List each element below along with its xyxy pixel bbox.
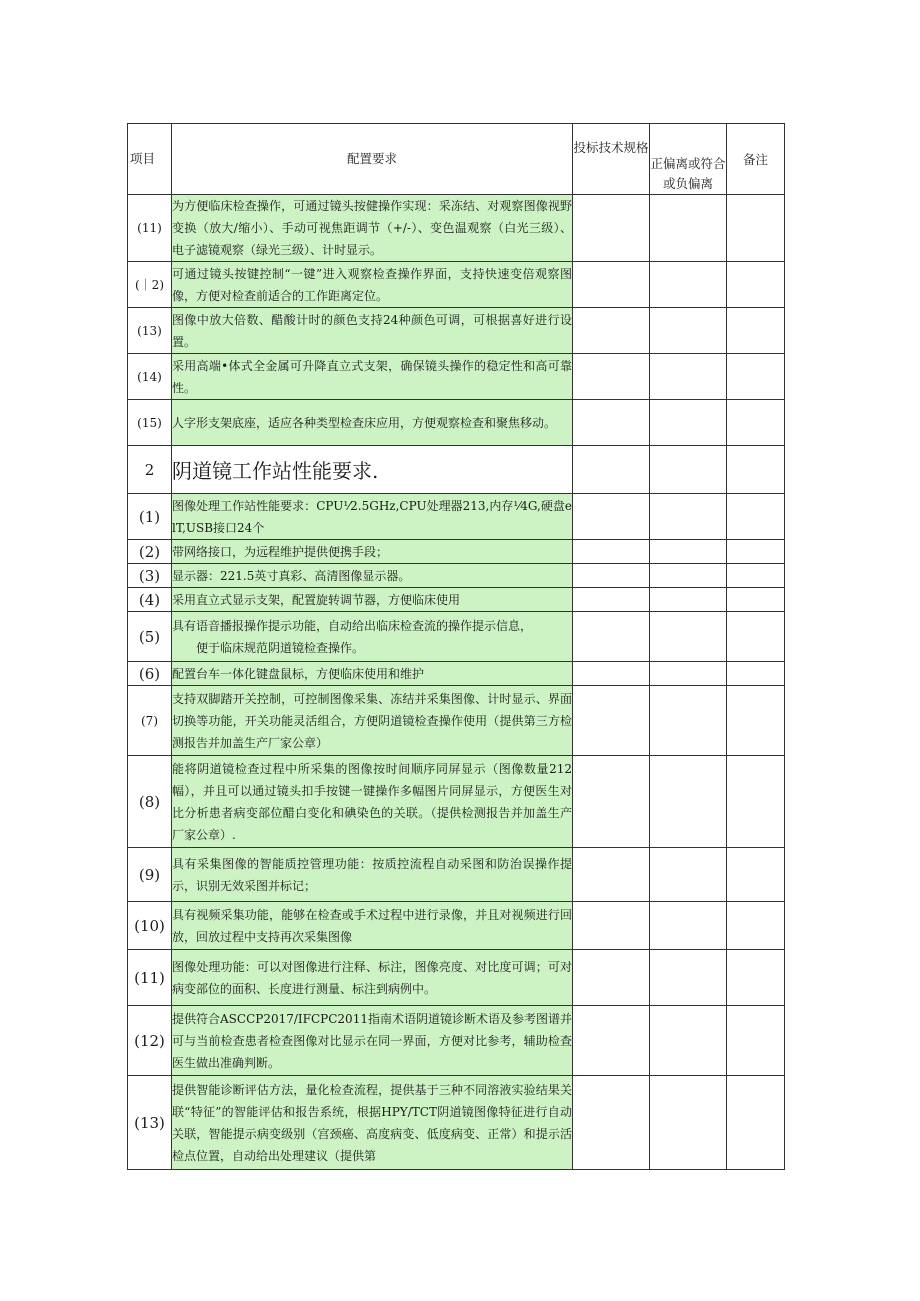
- table-row: [128, 686, 785, 756]
- requirement-text: [172, 612, 573, 662]
- remarks-cell: [727, 588, 785, 612]
- remarks-cell: [727, 308, 785, 354]
- bid-spec-cell: [573, 494, 650, 540]
- table-row: [128, 950, 785, 1006]
- table-row: [128, 848, 785, 902]
- bid-spec-cell: [573, 195, 650, 262]
- requirement-text: 图像处理功能：可以对图像进行注释、标注，图像亮度、对比度可调；可对病变部位的面积、长度进行测量、标注到病例中。: [172, 950, 573, 1006]
- bid-spec-cell: [573, 1076, 650, 1170]
- requirement-text: 图像中放大倍数、醋酸计时的颜色支持24种颜色可调，可根据喜好进行设置。: [172, 308, 573, 354]
- requirement-text: 具有视频采集功能，能够在检查或手术过程中进行录像，并且对视频进行回放，回放过程中支持再次采集图像: [172, 902, 573, 950]
- bid-spec-cell: [573, 400, 650, 446]
- table-row: [128, 564, 785, 588]
- item-number: (11): [128, 195, 172, 262]
- table-row: [128, 662, 785, 686]
- item-number: (13): [128, 308, 172, 354]
- deviation-cell: [650, 1076, 727, 1170]
- deviation-cell: [650, 662, 727, 686]
- requirement-text: 能将阴道镜检查过程中所采集的图像按时间顺序同屏显示（图像数量212幅），并且可以通过镜头扣手按键一键操作多幅图片同屏显示，方便医生对比分析患者病变部位醋白变化和碘染色的关联。（提供检测报告并加盖生产厂家公章）.: [172, 756, 573, 848]
- remarks-cell: [727, 540, 785, 564]
- item-number: (2): [128, 540, 172, 564]
- item-number: (10): [128, 902, 172, 950]
- table-row: [128, 612, 785, 662]
- item-number: (13): [128, 1076, 172, 1170]
- deviation-cell: [650, 950, 727, 1006]
- remarks-cell: [727, 1006, 785, 1076]
- remarks-cell: [727, 662, 785, 686]
- bid-spec-cell: [573, 902, 650, 950]
- item-number: (5): [128, 612, 172, 662]
- header-remarks: 备注: [727, 124, 785, 195]
- bid-spec-cell: [573, 564, 650, 588]
- table-row: [128, 902, 785, 950]
- bid-spec-cell: [573, 354, 650, 400]
- remarks-cell: [727, 902, 785, 950]
- deviation-cell: [650, 686, 727, 756]
- header-deviation: 正偏离或符合或负偏离: [650, 124, 727, 195]
- bid-spec-cell: [573, 950, 650, 1006]
- table-row: [128, 756, 785, 848]
- item-number: (14): [128, 354, 172, 400]
- bid-spec-cell: [573, 262, 650, 308]
- table-row: [128, 1006, 785, 1076]
- deviation-cell: [650, 1006, 727, 1076]
- requirement-text: 提供符合ASCCP2017/IFCPC2011指南术语阴道镜诊断术语及参考图谱并可与当前检查患者检查图像对比显示在同一界面，方便对比参考，辅助检查医生做出准确判断。: [172, 1006, 573, 1076]
- bid-spec-cell: [573, 540, 650, 564]
- requirement-line-1: 具有语音播报操作提示功能，自动给出临床检查流的操作提示信息，: [172, 618, 533, 633]
- remarks-cell: [727, 612, 785, 662]
- bid-spec-cell: [573, 612, 650, 662]
- bid-spec-cell: [573, 662, 650, 686]
- deviation-cell: [650, 612, 727, 662]
- item-number: (1): [128, 494, 172, 540]
- item-number: (｜2): [128, 262, 172, 308]
- deviation-cell: [650, 195, 727, 262]
- remarks-cell: [727, 400, 785, 446]
- deviation-cell: [650, 494, 727, 540]
- bid-spec-cell: [573, 756, 650, 848]
- table-row: [128, 195, 785, 262]
- bid-spec-cell: [573, 848, 650, 902]
- remarks-cell: [727, 494, 785, 540]
- remarks-cell: [727, 564, 785, 588]
- requirement-text: 带网络接口，为远程维护提供便携手段；: [172, 540, 573, 564]
- header-row: [128, 124, 785, 195]
- item-number: (4): [128, 588, 172, 612]
- deviation-cell: [650, 308, 727, 354]
- deviation-cell: [650, 446, 727, 494]
- table-row: [128, 1076, 785, 1170]
- table-row: [128, 400, 785, 446]
- deviation-cell: [650, 902, 727, 950]
- item-number: (12): [128, 1006, 172, 1076]
- requirement-text: 显示器：221.5英寸真彩、高清图像显示器。: [172, 564, 573, 588]
- deviation-cell: [650, 756, 727, 848]
- item-number: (9): [128, 848, 172, 902]
- section-title: 阴道镜工作站性能要求.: [172, 446, 573, 494]
- table-row: [128, 354, 785, 400]
- bid-spec-cell: [573, 588, 650, 612]
- requirement-text: 为方便临床检查操作，可通过镜头按健操作实现：采冻结、对观察图像视野变换（放大/缩小）、手动可视焦距调节（+/-）、变色温观察（白光三级）、电子滤镜观察（绿光三级）、计时显示。: [172, 195, 573, 262]
- remarks-cell: [727, 848, 785, 902]
- requirement-text: 支持双脚踏开关控制，可控制图像采集、冻结并采集图像、计时显示、界面切换等功能，开关功能灵活组合，方便阴道镜检查操作使用（提供第三方检测报告并加盖生产厂家公章）: [172, 686, 573, 756]
- deviation-cell: [650, 540, 727, 564]
- section-number: 2: [128, 446, 172, 494]
- remarks-cell: [727, 1076, 785, 1170]
- remarks-cell: [727, 686, 785, 756]
- item-number: (15): [128, 400, 172, 446]
- item-number: (7): [128, 686, 172, 756]
- table-row: [128, 540, 785, 564]
- bid-spec-cell: [573, 686, 650, 756]
- remarks-cell: [727, 446, 785, 494]
- deviation-cell: [650, 564, 727, 588]
- deviation-cell: [650, 588, 727, 612]
- deviation-cell: [650, 848, 727, 902]
- table-row: [128, 494, 785, 540]
- bid-spec-cell: [573, 308, 650, 354]
- requirement-text: 人字形支架底座，适应各种类型检查床应用，方便观察检查和聚焦移动。: [172, 400, 573, 446]
- requirement-text: 具有采集图像的智能质控管理功能：按质控流程自动采图和防治误操作提示，识别无效采图并标记；: [172, 848, 573, 902]
- bid-spec-cell: [573, 1006, 650, 1076]
- table-row: [128, 262, 785, 308]
- remarks-cell: [727, 756, 785, 848]
- table-row: [128, 588, 785, 612]
- item-number: (8): [128, 756, 172, 848]
- remarks-cell: [727, 195, 785, 262]
- remarks-cell: [727, 262, 785, 308]
- section-row: [128, 446, 785, 494]
- table-row: [128, 308, 785, 354]
- requirement-text: 图像处理工作站性能要求：CPU⅟2.5GHz,CPU处理器213,内存⅟4G,硬盘elT,USB接口24个: [172, 494, 573, 540]
- requirement-line-2: 便于临床规范阴道镜检查操作。: [196, 640, 365, 655]
- item-number: (3): [128, 564, 172, 588]
- remarks-cell: [727, 950, 785, 1006]
- header-requirement: 配置要求: [172, 124, 573, 195]
- header-item: 项目: [128, 124, 172, 195]
- remarks-cell: [727, 354, 785, 400]
- header-bid-spec: 投标技术规格: [573, 124, 650, 195]
- spec-table: [127, 123, 785, 1170]
- requirement-text: 可通过镜头按键控制“一键”进入观察检查操作界面，支持快速变倍观察图像，方便对检查前适合的工作距离定位。: [172, 262, 573, 308]
- requirement-text: 提供智能诊断评估方法，量化检查流程，提供基于三种不同溶液实验结果关联“特征”的智能评估和报告系统，根据HPY/TCT阴道镜图像特征进行自动关联，智能提示病变级别（宫颈癌、高度病变、低度病变、正常）和提示活检点位置，自动给出处理建议（提供第: [172, 1076, 573, 1170]
- deviation-cell: [650, 354, 727, 400]
- requirement-text: 采用直立式显示支架，配置旋转调节器，方便临床使用: [172, 588, 573, 612]
- item-number: (6): [128, 662, 172, 686]
- deviation-cell: [650, 400, 727, 446]
- item-number: (11): [128, 950, 172, 1006]
- requirement-text: 采用高端•体式全金属可升降直立式支架，确保镜头操作的稳定性和高可靠性。: [172, 354, 573, 400]
- bid-spec-cell: [573, 446, 650, 494]
- deviation-cell: [650, 262, 727, 308]
- requirement-text: 配置台车一体化键盘鼠标，方便临床使用和维护: [172, 662, 573, 686]
